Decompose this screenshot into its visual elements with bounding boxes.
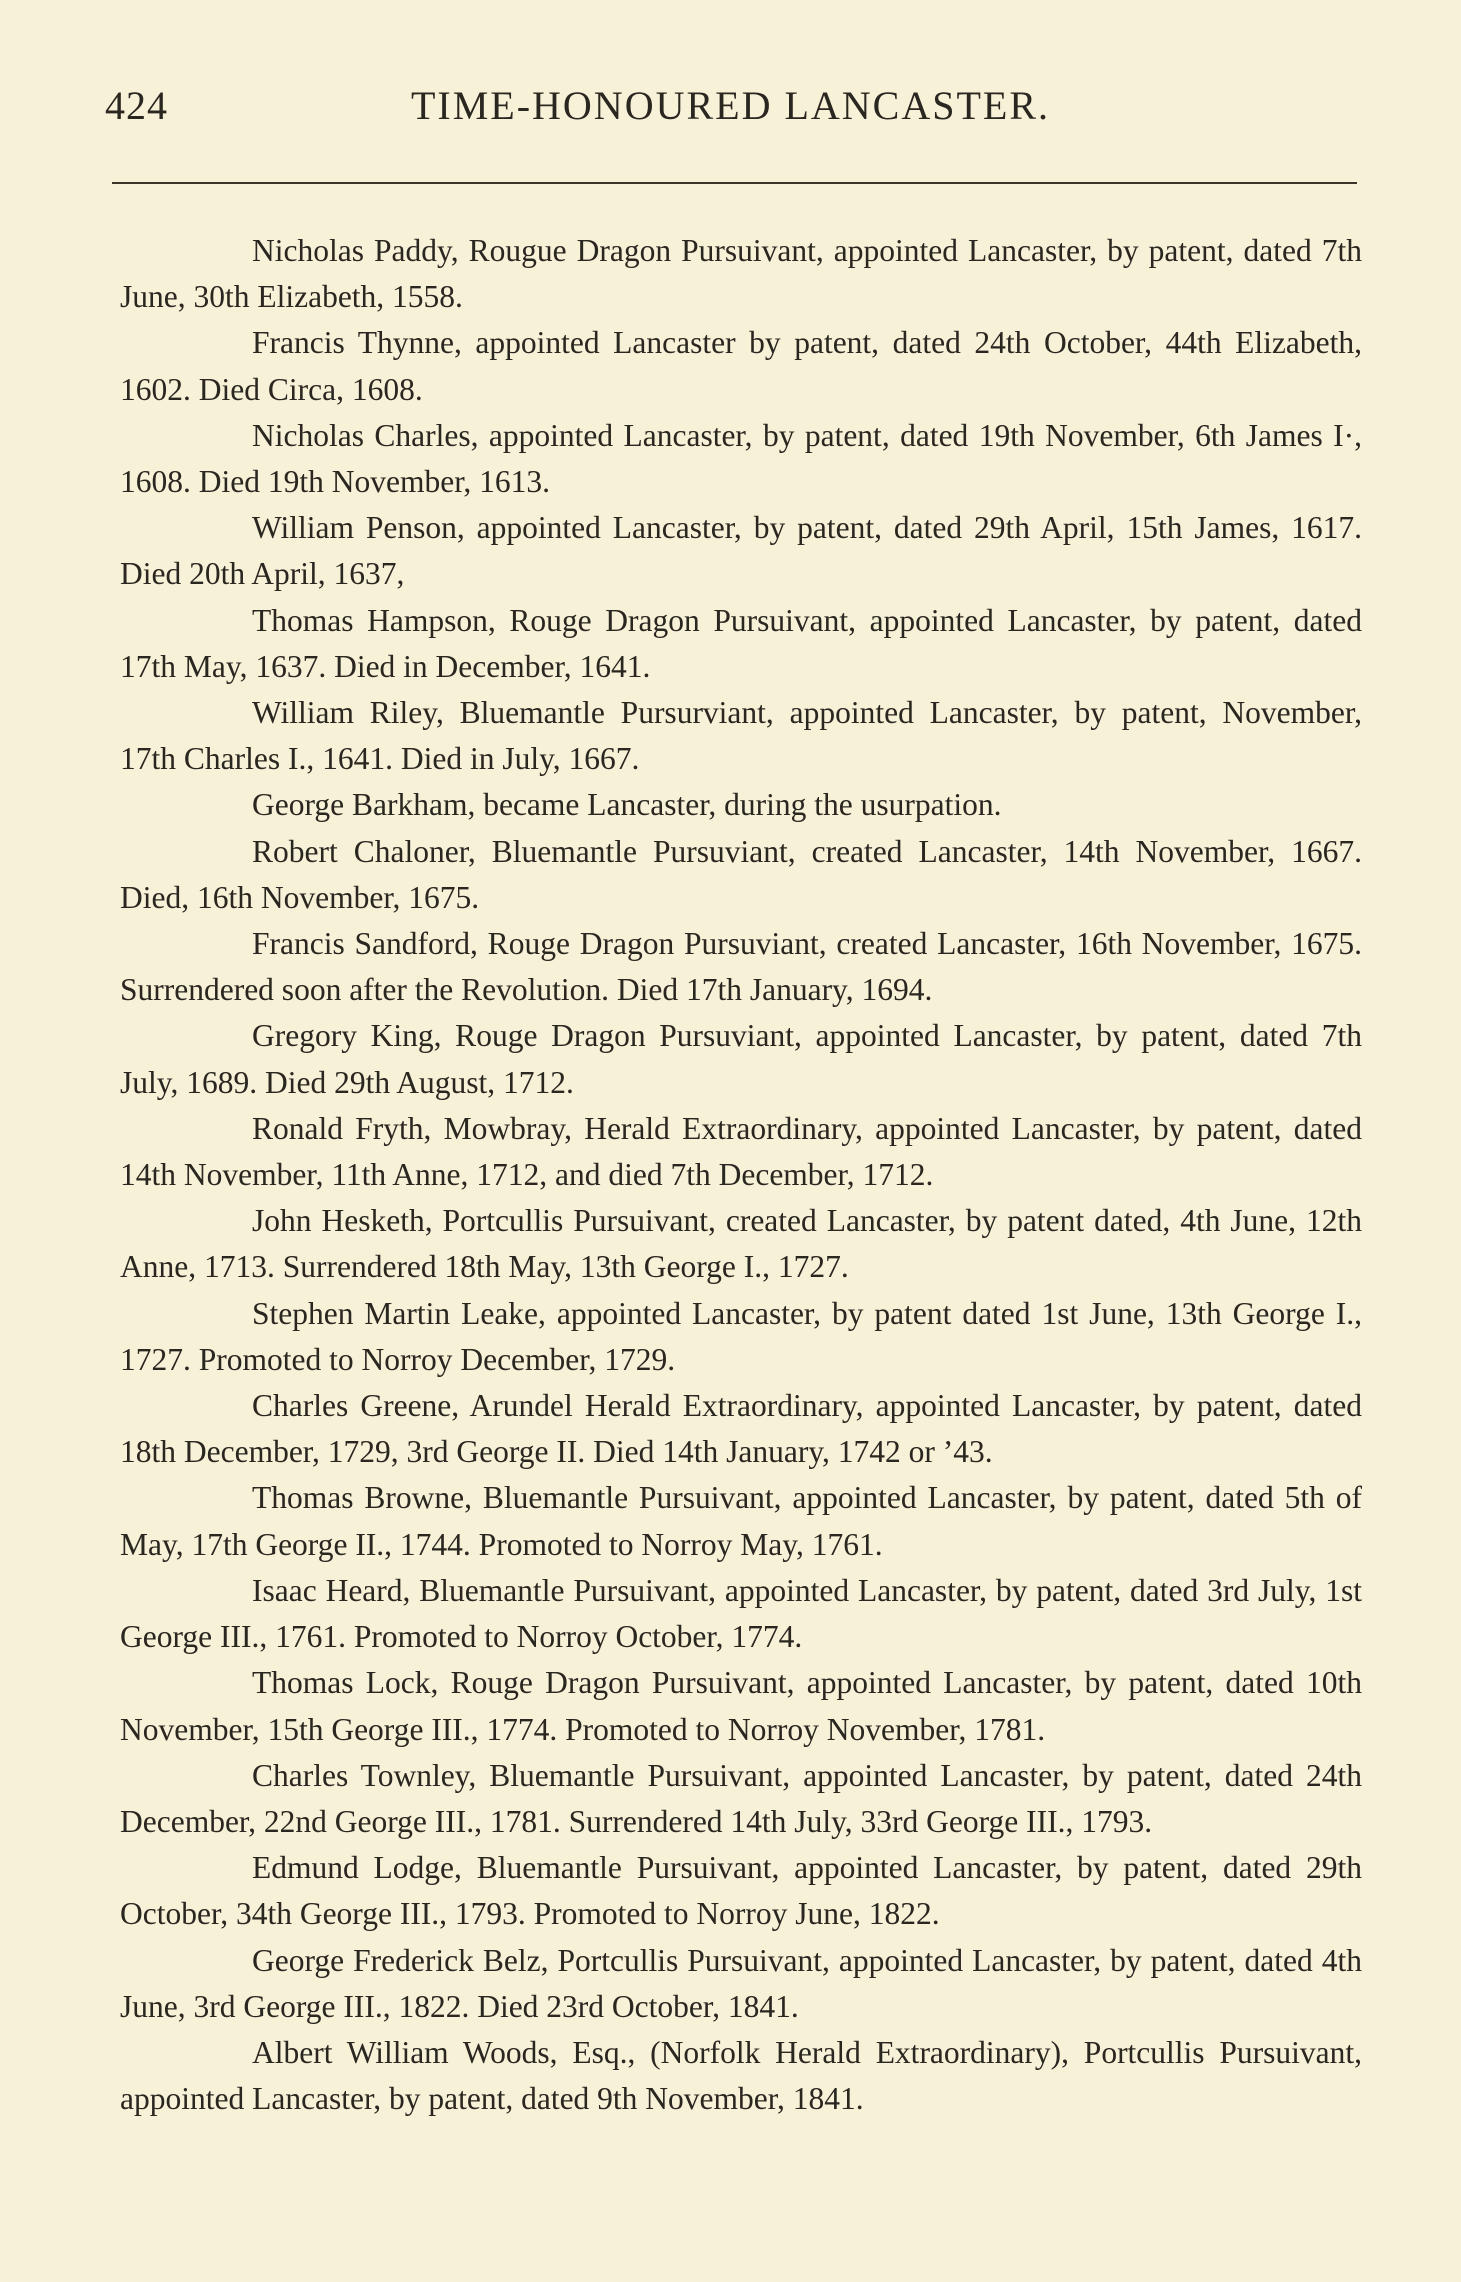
- entry-thynne: Francis Thynne, appointed Lancaster by patent, dated 24th October, 44th Elizabeth, 1602. Died Circa, 1608.: [120, 325, 1362, 407]
- running-head-title: TIME-HONOURED LANCASTER.: [410, 83, 1051, 128]
- entry-barkham: George Barkham, became Lancaster, during the usurpation.: [252, 787, 1002, 823]
- entry-greene: Charles Greene, Arundel Herald Extraordinary, appointed Lancaster, by patent, dated 18th December, 1729, 3rd George II. Died 14th January, 1742 or ’43.: [120, 1388, 1362, 1470]
- header-rule: [112, 182, 1357, 184]
- entry-fryth: Ronald Fryth, Mowbray, Herald Extraordinary, appointed Lancaster, by patent, dated 14th November, 11th Anne, 1712, and died 7th December, 1712.: [120, 1110, 1362, 1193]
- entry-chaloner: Robert Chaloner, Bluemantle Pursuviant, created Lancaster, 14th November, 1667. Died, 16th November, 1675.: [120, 833, 1362, 915]
- entry-browne: Thomas Browne, Bluemantle Pursuivant, appointed Lancaster, by patent, dated 5th of May, 17th George II., 1744. Promoted to Norroy May, 1761.: [120, 1480, 1362, 1562]
- entry-charles: Nicholas Charles, appointed Lancaster, by patent, dated 19th November, 6th James I·, 1608. Died 19th November, 1613.: [120, 417, 1362, 500]
- entry-lock: Thomas Lock, Rouge Dragon Pursuivant, appointed Lancaster, by patent, dated 10th November, 15th George III., 1774. Promoted to Norroy November, 1781.: [120, 1665, 1362, 1747]
- entry-paddy: Nicholas Paddy, Rougue Dragon Pursuivant, appointed Lancaster, by patent, dated 7th June, 30th Elizabeth, 1558.: [120, 233, 1362, 315]
- entry-heard: Isaac Heard, Bluemantle Pursuivant, appointed Lancaster, by patent, dated 3rd July, 1st George III., 1761. Promoted to Norroy October, 1774.: [120, 1572, 1362, 1655]
- entries-list: [120, 228, 1362, 2122]
- entry-hesketh: John Hesketh, Portcullis Pursuivant, created Lancaster, by patent dated, 4th June, 12th Anne, 1713. Surrendered 18th May, 13th George I., 1727.: [120, 1203, 1362, 1285]
- entry-hampson: Thomas Hampson, Rouge Dragon Pursuivant, appointed Lancaster, by patent, dated 17th May, 1637. Died in December, 1641.: [120, 602, 1362, 684]
- entry-lodge: Edmund Lodge, Bluemantle Pursuivant, appointed Lancaster, by patent, dated 29th October, 34th George III., 1793. Promoted to Norroy June, 1822.: [120, 1850, 1362, 1932]
- entry-sandford: Francis Sandford, Rouge Dragon Pursuviant, created Lancaster, 16th November, 1675. Surrendered soon after the Revolution. Died 17th January, 1694.: [120, 926, 1362, 1008]
- entry-leake: Stephen Martin Leake, appointed Lancaster, by patent dated 1st June, 13th George I., 1727. Promoted to Norroy December, 1729.: [120, 1295, 1362, 1377]
- entry-belz: George Frederick Belz, Portcullis Pursuivant, appointed Lancaster, by patent, dated 4th June, 3rd George III., 1822. Died 23rd October, 1841.: [120, 1942, 1362, 2024]
- entry-king: Gregory King, Rouge Dragon Pursuviant, appointed Lancaster, by patent, dated 7th July, 1689. Died 29th August, 1712.: [120, 1018, 1362, 1100]
- entry-riley: William Riley, Bluemantle Pursurviant, appointed Lancaster, by patent, November, 17th Charles I., 1641. Died in July, 1667.: [120, 695, 1362, 777]
- page-number: 424: [105, 83, 168, 128]
- entry-townley: Charles Townley, Bluemantle Pursuivant, appointed Lancaster, by patent, dated 24th December, 22nd George III., 1781. Surrendered 14th July, 33rd George III., 1793.: [120, 1757, 1362, 1839]
- entry-woods: Albert William Woods, Esq., (Norfolk Herald Extraordinary), Portcullis Pursuivant, appointed Lancaster, by patent, dated 9th November, 1841.: [120, 2034, 1362, 2117]
- entry-penson: William Penson, appointed Lancaster, by patent, dated 29th April, 15th James, 1617. Died 20th April, 1637,: [120, 510, 1362, 592]
